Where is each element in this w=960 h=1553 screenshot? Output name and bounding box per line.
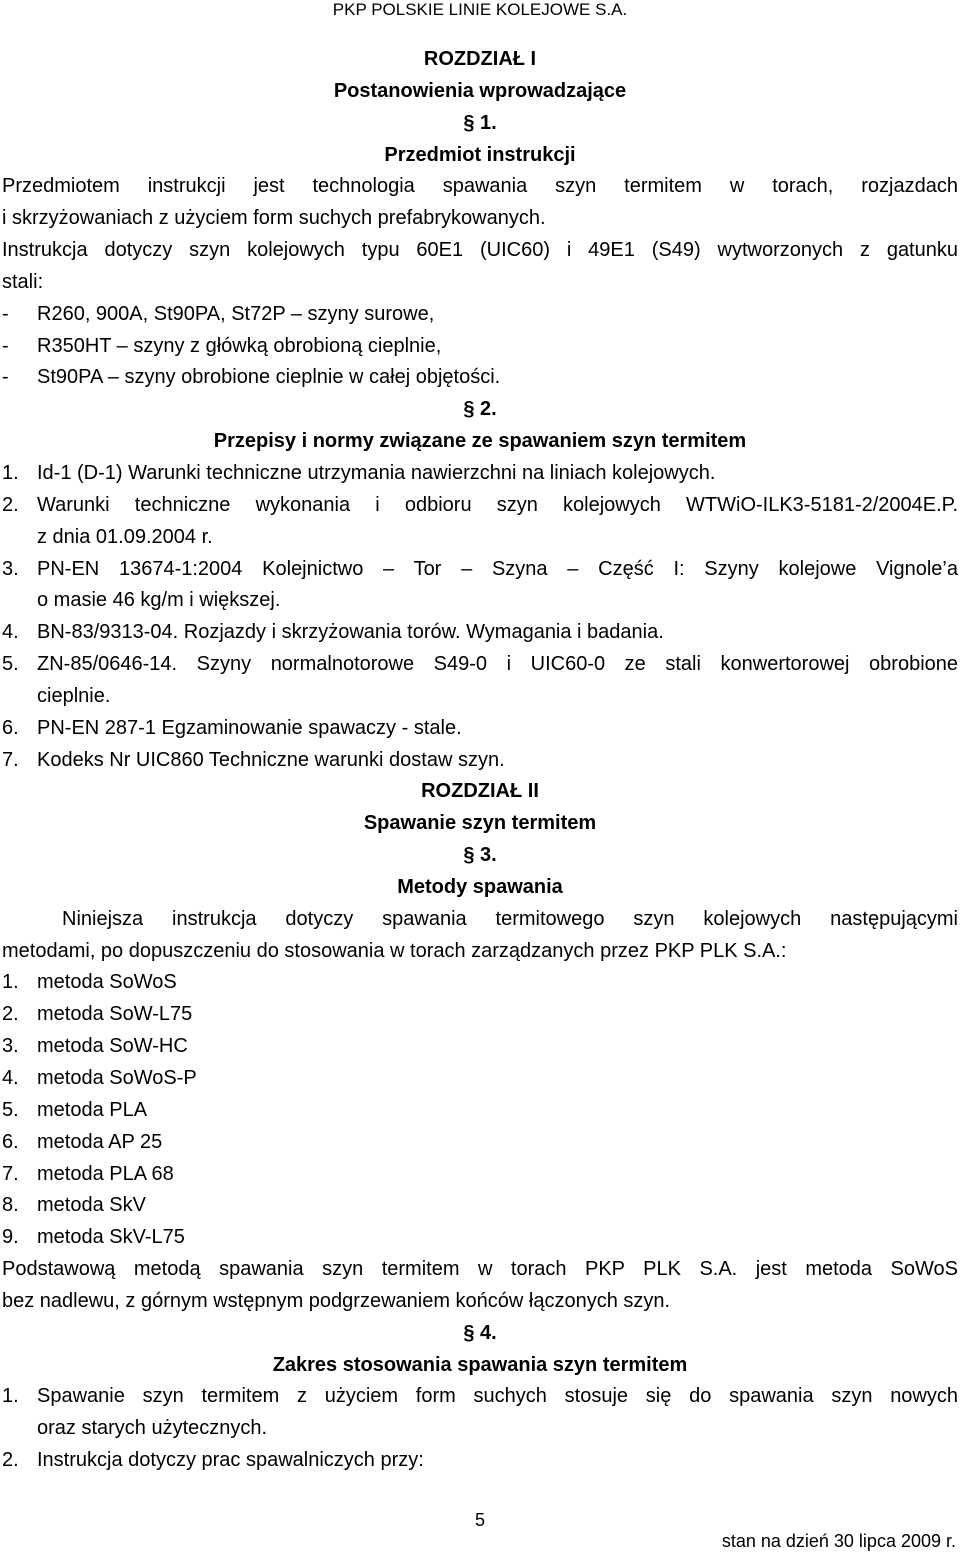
item-number: 5. xyxy=(2,653,19,676)
item-number: 7. xyxy=(2,748,19,771)
section-3-paragraph-2-line-2: bez nadlewu, z górnym wstępnym podgrzewaniem końców łączonych szyn. xyxy=(2,1289,671,1312)
section-2-title: Przepisy i normy związane ze spawaniem szyn termitem xyxy=(213,430,747,453)
item-text: PN-EN 287-1 Egzaminowanie spawaczy - stale. xyxy=(37,716,462,739)
method-item: 8. metoda SkV xyxy=(2,1194,146,1217)
section-3-paragraph-1-line-2: metodami, po dopuszczeniu do stosowania w torach zarządzanych przez PKP PLK S.A.: xyxy=(2,939,787,962)
revision-date: stan na dzień 30 lipca 2009 r. xyxy=(721,1531,956,1551)
section-1-number: § 1. xyxy=(463,111,497,134)
section-3-number: § 3. xyxy=(463,844,497,867)
methods-list xyxy=(2,967,958,1254)
method-item: 2. metoda SoW-L75 xyxy=(2,1003,193,1026)
method-item: 9. metoda SkV-L75 xyxy=(2,1226,185,1249)
page-number: 5 xyxy=(474,1510,485,1530)
steel-grade-text: R350HT – szyny z główką obrobioną cieplnie, xyxy=(37,334,442,357)
regulation-item xyxy=(2,617,958,649)
item-text: Kodeks Nr UIC860 Techniczne warunki dostaw szyn. xyxy=(37,748,505,771)
item-text: BN-83/9313-04. Rozjazdy i skrzyżowania torów. Wymagania i badania. xyxy=(37,621,664,644)
method-item: 4. metoda SoWoS-P xyxy=(2,1067,197,1089)
regulation-item xyxy=(2,554,958,618)
steel-grade-item: - St90PA – szyny obrobione cieplnie w całej objętości. xyxy=(2,362,958,394)
section-4-title: Zakres stosowania spawania szyn termitem xyxy=(272,1353,688,1376)
regulation-item xyxy=(2,458,958,490)
section-1-paragraph-1-line-1: Przedmiotem instrukcji jest technologia spawania szyn termitem w torach, rozjazdach xyxy=(2,175,958,198)
scope-item xyxy=(2,1381,958,1445)
method-item: 3. metoda SoW-HC xyxy=(2,1035,188,1058)
section-2-number: § 2. xyxy=(463,398,497,421)
section-1-title: Przedmiot instrukcji xyxy=(384,143,576,166)
item-text: Instrukcja dotyczy prac spawalniczych przy: xyxy=(37,1449,424,1472)
item-number: 3. xyxy=(2,557,19,580)
method-item: 1. metoda SoWoS xyxy=(2,971,177,994)
item-text: Id-1 (D-1) Warunki techniczne utrzymania nawierzchni na liniach kolejowych. xyxy=(37,461,716,484)
section-1-paragraph-1-line-2: i skrzyżowaniach z użyciem form suchych prefabrykowanych. xyxy=(2,207,546,230)
item-number: 1. xyxy=(2,1385,19,1408)
item-number: 4. xyxy=(2,621,19,644)
item-text: Warunki techniczne wykonania i odbioru szyn kolejowych WTWiO-ILK3-5181-2/2004E.P. z dnia 01.09.2004 r. xyxy=(37,493,958,548)
method-item: 7. metoda PLA 68 xyxy=(2,1162,174,1185)
section-3-paragraph-1-line-1: Niniejsza instrukcja dotyczy spawania termitowego szyn kolejowych następującymi xyxy=(62,907,958,930)
steel-grade-text: St90PA – szyny obrobione cieplnie w całej objętości. xyxy=(37,366,501,389)
section-1-paragraph-2-line-2: stali: xyxy=(2,270,44,293)
section-3-paragraph-2-line-1: Podstawową metodą spawania szyn termitem w torach PKP PLK S.A. jest metoda SoWoS xyxy=(2,1258,958,1281)
section-3-title: Metody spawania xyxy=(397,875,563,898)
item-number: 2. xyxy=(2,1449,19,1472)
running-header: PKP POLSKIE LINIE KOLEJOWE S.A. xyxy=(332,0,628,19)
method-item: 5. metoda PLA xyxy=(2,1098,148,1121)
regulation-item xyxy=(2,490,958,554)
chapter-1-title: ROZDZIAŁ I xyxy=(423,48,537,70)
chapter-2-title: ROZDZIAŁ II xyxy=(421,780,539,803)
item-number: 2. xyxy=(2,493,19,516)
method-item: 6. metoda AP 25 xyxy=(2,1130,163,1153)
section-4-number: § 4. xyxy=(463,1321,497,1344)
item-text: Spawanie szyn termitem z użyciem form suchych stosuje się do spawania szyn nowych oraz starych użytecznych. xyxy=(37,1385,958,1440)
scope-item xyxy=(2,1445,958,1477)
steel-grade-item: - R350HT – szyny z główką obrobioną cieplnie, xyxy=(2,331,958,363)
page-content xyxy=(2,44,958,1477)
steel-grade-item: - R260, 900A, St90PA, St72P – szyny surowe, xyxy=(2,299,958,331)
section-1-paragraph-2-line-1: Instrukcja dotyczy szyn kolejowych typu 60E1 (UIC60) i 49E1 (S49) wytworzonych z gatunku xyxy=(2,239,958,262)
chapter-2-subtitle: Spawanie szyn termitem xyxy=(363,812,597,835)
item-number: 6. xyxy=(2,716,19,739)
regulation-item xyxy=(2,649,958,713)
chapter-1-subtitle: Postanowienia wprowadzające xyxy=(333,79,627,102)
item-number: 1. xyxy=(2,461,19,484)
regulation-item xyxy=(2,745,958,777)
item-text: PN-EN 13674-1:2004 Kolejnictwo – Tor – Szyna – Część I: Szyny kolejowe Vignole’a o masie 46 kg/m i większej. xyxy=(37,557,958,612)
item-text: ZN-85/0646-14. Szyny normalnotorowe S49-0 i UIC60-0 ze stali konwertorowej obrobione cieplnie. xyxy=(37,653,958,707)
steel-grade-text: R260, 900A, St90PA, St72P – szyny surowe, xyxy=(37,302,435,325)
regulation-item xyxy=(2,713,958,745)
